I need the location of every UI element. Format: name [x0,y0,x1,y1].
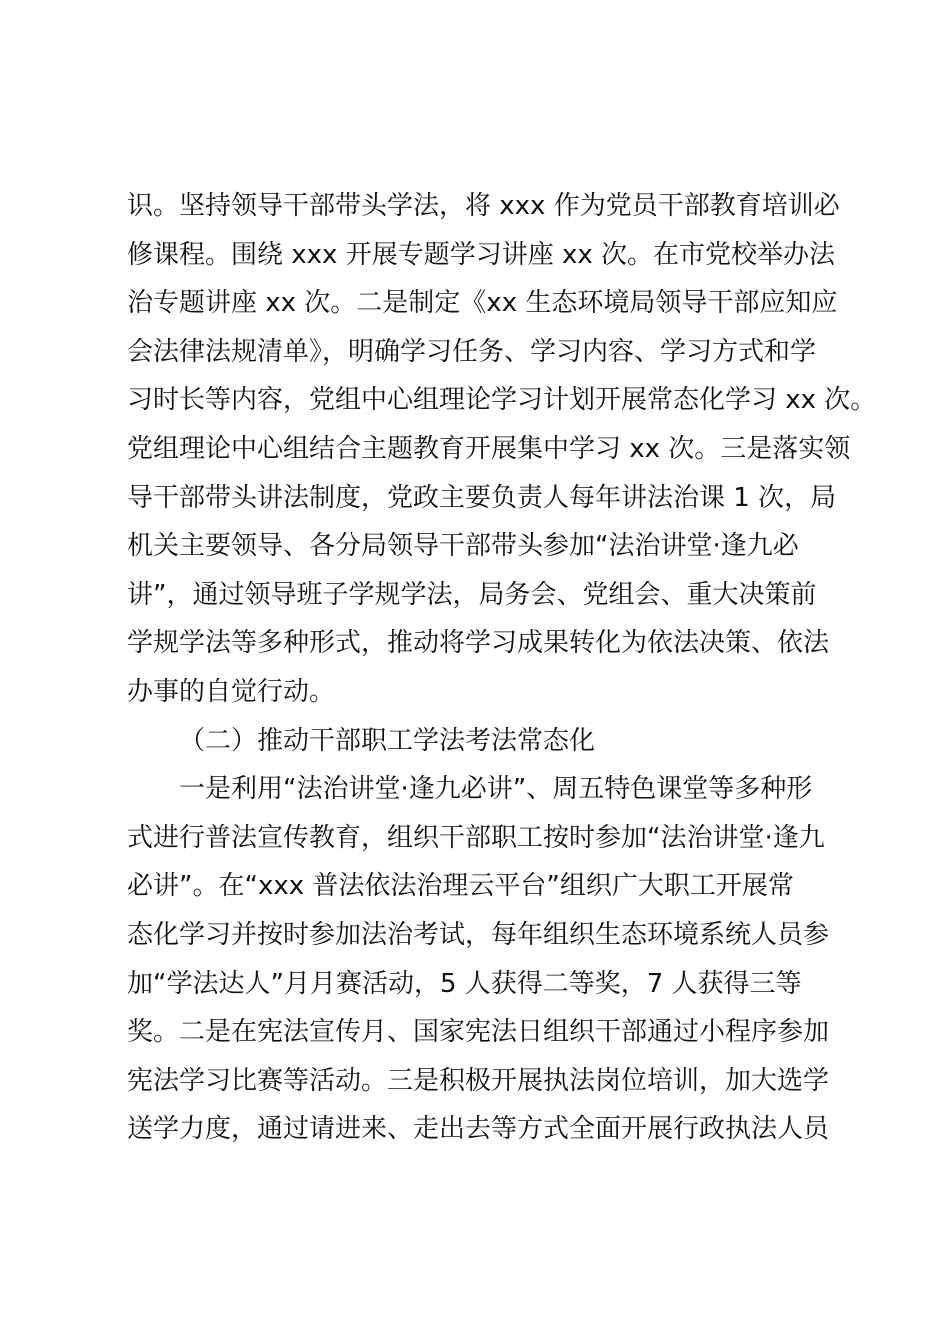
body-line: 治专题讲座 xx 次。二是制定《xx 生态环境局领导干部应知应 [127,288,838,319]
body-line: 党组理论中心组结合主题教育开展集中学习 xx 次。三是落实领 [127,433,851,464]
body-line: 办事的自觉行动。 [127,676,336,707]
body-line: 会法律法规清单》，明确学习任务、学习内容、学习方式和学 [127,336,817,367]
body-line: 导干部带头讲法制度，党政主要负责人每年讲法治课 1 次，局 [127,482,837,513]
section-heading: （二）推动干部职工学法考法常态化 [179,725,596,756]
body-line: 加“学法达人”月月赛活动，5 人获得二等奖，7 人获得三等 [127,968,802,999]
body-line: 奖。二是在宪法宣传月、国家宪法日组织干部通过小程序参加 [127,1017,830,1048]
paragraph-first-line: 一是利用“法治讲堂·逢九必讲”、周五特色课堂等多种形 [179,774,813,805]
body-line: 送学力度，通过请进来、走出去等方式全面开展行政执法人员 [127,1114,830,1145]
body-line: 讲”，通过领导班子学规学法，局务会、党组会、重大决策前 [127,579,817,610]
body-line: 学规学法等多种形式，推动将学习成果转化为依法决策、依法 [127,628,830,659]
body-line: 识。坚持领导干部带头学法，将 xxx 作为党员干部教育培训必 [127,191,840,221]
body-line: 式进行普法宣传教育，组织干部职工按时参加“法治讲堂·逢九 [127,822,825,853]
body-line: 必讲”。在“xxx 普法依法治理云平台”组织广大职工开展常 [127,871,794,902]
body-line: 习时长等内容，党组中心组理论学习计划开展常态化学习 xx 次。 [127,385,877,416]
document-body [127,182,877,1154]
body-line: 态化学习并按时参加法治考试，每年组织生态环境系统人员参 [127,919,830,950]
body-line: 修课程。围绕 xxx 开展专题学习讲座 xx 次。在市党校举办法 [127,239,835,270]
body-line: 宪法学习比赛等活动。三是积极开展执法岗位培训，加大选学 [127,1065,830,1096]
body-line: 机关主要领导、各分局领导干部带头参加“法治讲堂·逢九必 [127,531,799,562]
